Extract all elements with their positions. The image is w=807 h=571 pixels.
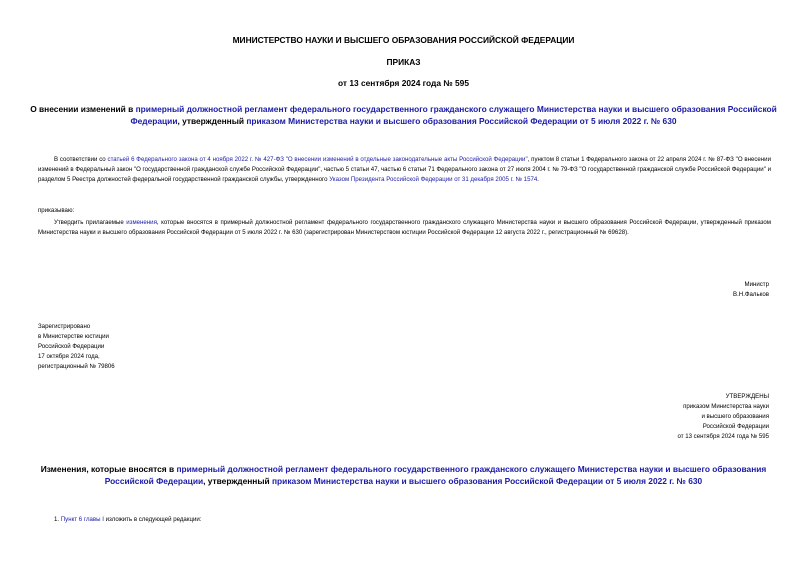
order-title-text-2: , утвержденный: [177, 116, 247, 126]
approved-line: УТВЕРЖДЕНЫ: [725, 393, 769, 400]
signature-name: В.Н.Фальков: [733, 291, 769, 299]
order-title-link-regulation[interactable]: примерный должностной регламент федерального государственного гражданского служащего Министерства науки и высшего образования Российской Федерации: [130, 104, 777, 126]
registration-line: Зарегистрировано: [38, 323, 91, 330]
preamble-text-4: и разделом 5 Реестра должностей федеральной государственной гражданской службы: [38, 166, 771, 184]
registration-line: Российской Федерации: [38, 343, 105, 351]
order-title-text: О внесении изменений в: [30, 104, 136, 114]
approved-line: от 13 сентября 2024 года № 595: [677, 433, 769, 441]
item-1-text: изложить в следующей редакции:: [103, 516, 202, 523]
preamble-link-law-427[interactable]: статьей 6 Федерального закона от 4 ноября 2022 г. № 427-ФЗ "О внесении изменений в отдельные законодательные акты Российской Федерации": [107, 156, 528, 163]
changes-title-text: Изменения, которые вносятся в: [40, 464, 177, 474]
order-paragraph: [38, 218, 771, 238]
preamble-text: В соответствии со: [54, 156, 108, 163]
signature-block: [569, 280, 769, 300]
changes-title-text-2: , утвержденный: [203, 476, 272, 486]
doc-type-heading: ПРИКАЗ: [386, 57, 421, 67]
order-label: приказываю:: [38, 207, 75, 214]
approved-line: Российской Федерации: [702, 423, 769, 431]
registration-line: 17 октября 2024 года,: [38, 353, 100, 361]
item-1-link[interactable]: Пункт 6 главы I: [60, 516, 104, 523]
order-title: [30, 103, 777, 127]
order-title-link-order[interactable]: приказом Министерства науки и высшего образования Российской Федерации от 5 июля 2022 г. № 630: [246, 116, 677, 126]
changes-title-link-regulation[interactable]: примерный должностной регламент федерального государственного гражданского служащего Министерства науки и высшего образования Российской Федерации: [104, 464, 767, 486]
order-text-2: , которые вносятся в примерный должностной регламент федерального государственного гражданского служащего Министерства науки и высшего образования Российской Федерации, утвержденный приказом Министерства науки и высшего образования Российской Федерации от 5 июля 2022 г. № 630 (зарегистрирован Министерством юстиции Российской Федерации 12 августа 2022 г., регистрационный № 69628).: [38, 219, 771, 237]
preamble-text-6: .: [537, 176, 539, 184]
order-link-changes[interactable]: изменения: [126, 219, 157, 226]
order-text: Утвердить прилагаемые: [54, 219, 127, 226]
changes-title-link-order[interactable]: приказом Министерства науки и высшего образования Российской Федерации от 5 июля 2022 г. № 630: [272, 476, 703, 486]
preamble-paragraph: [38, 155, 771, 186]
item-1-paragraph: [38, 515, 771, 525]
registration-line: регистрационный № 79806: [38, 363, 115, 371]
item-1-number: 1.: [54, 516, 61, 523]
registration-line: в Министерстве юстиции: [38, 333, 109, 341]
changes-title: [30, 463, 777, 487]
preamble-text-5: , утвержденного: [281, 176, 330, 184]
approved-line: и высшего образования: [701, 413, 769, 421]
preamble-link-decree-1574[interactable]: Указом Президента Российской Федерации от 31 декабря 2005 г. № 1574: [329, 176, 538, 184]
approved-line: приказом Министерства науки: [683, 403, 769, 411]
approved-block: [519, 392, 769, 442]
signature-position: Министр: [744, 281, 769, 288]
ministry-heading: МИНИСТЕРСТВО НАУКИ И ВЫСШЕГО ОБРАЗОВАНИЯ РОССИЙСКОЙ ФЕДЕРАЦИИ: [232, 35, 575, 45]
preamble-text-2: , пунктом 8 статьи 1 Федерального закона от 22 апреля 2024 г. № 87-ФЗ "О внесении изменений в Федеральный закон "О государственной гражданской службе Российской Федерации": [38, 156, 771, 174]
registration-block: [38, 322, 238, 372]
doc-date-number: от 13 сентября 2024 года № 595: [337, 78, 469, 88]
preamble-text-3: , частью 5 статьи 47, частью 6 статьи 71 Федерального закона от 27 июля 2004 г. № 79-ФЗ "О государственной гражданской службе Российской Федерации": [320, 166, 766, 174]
